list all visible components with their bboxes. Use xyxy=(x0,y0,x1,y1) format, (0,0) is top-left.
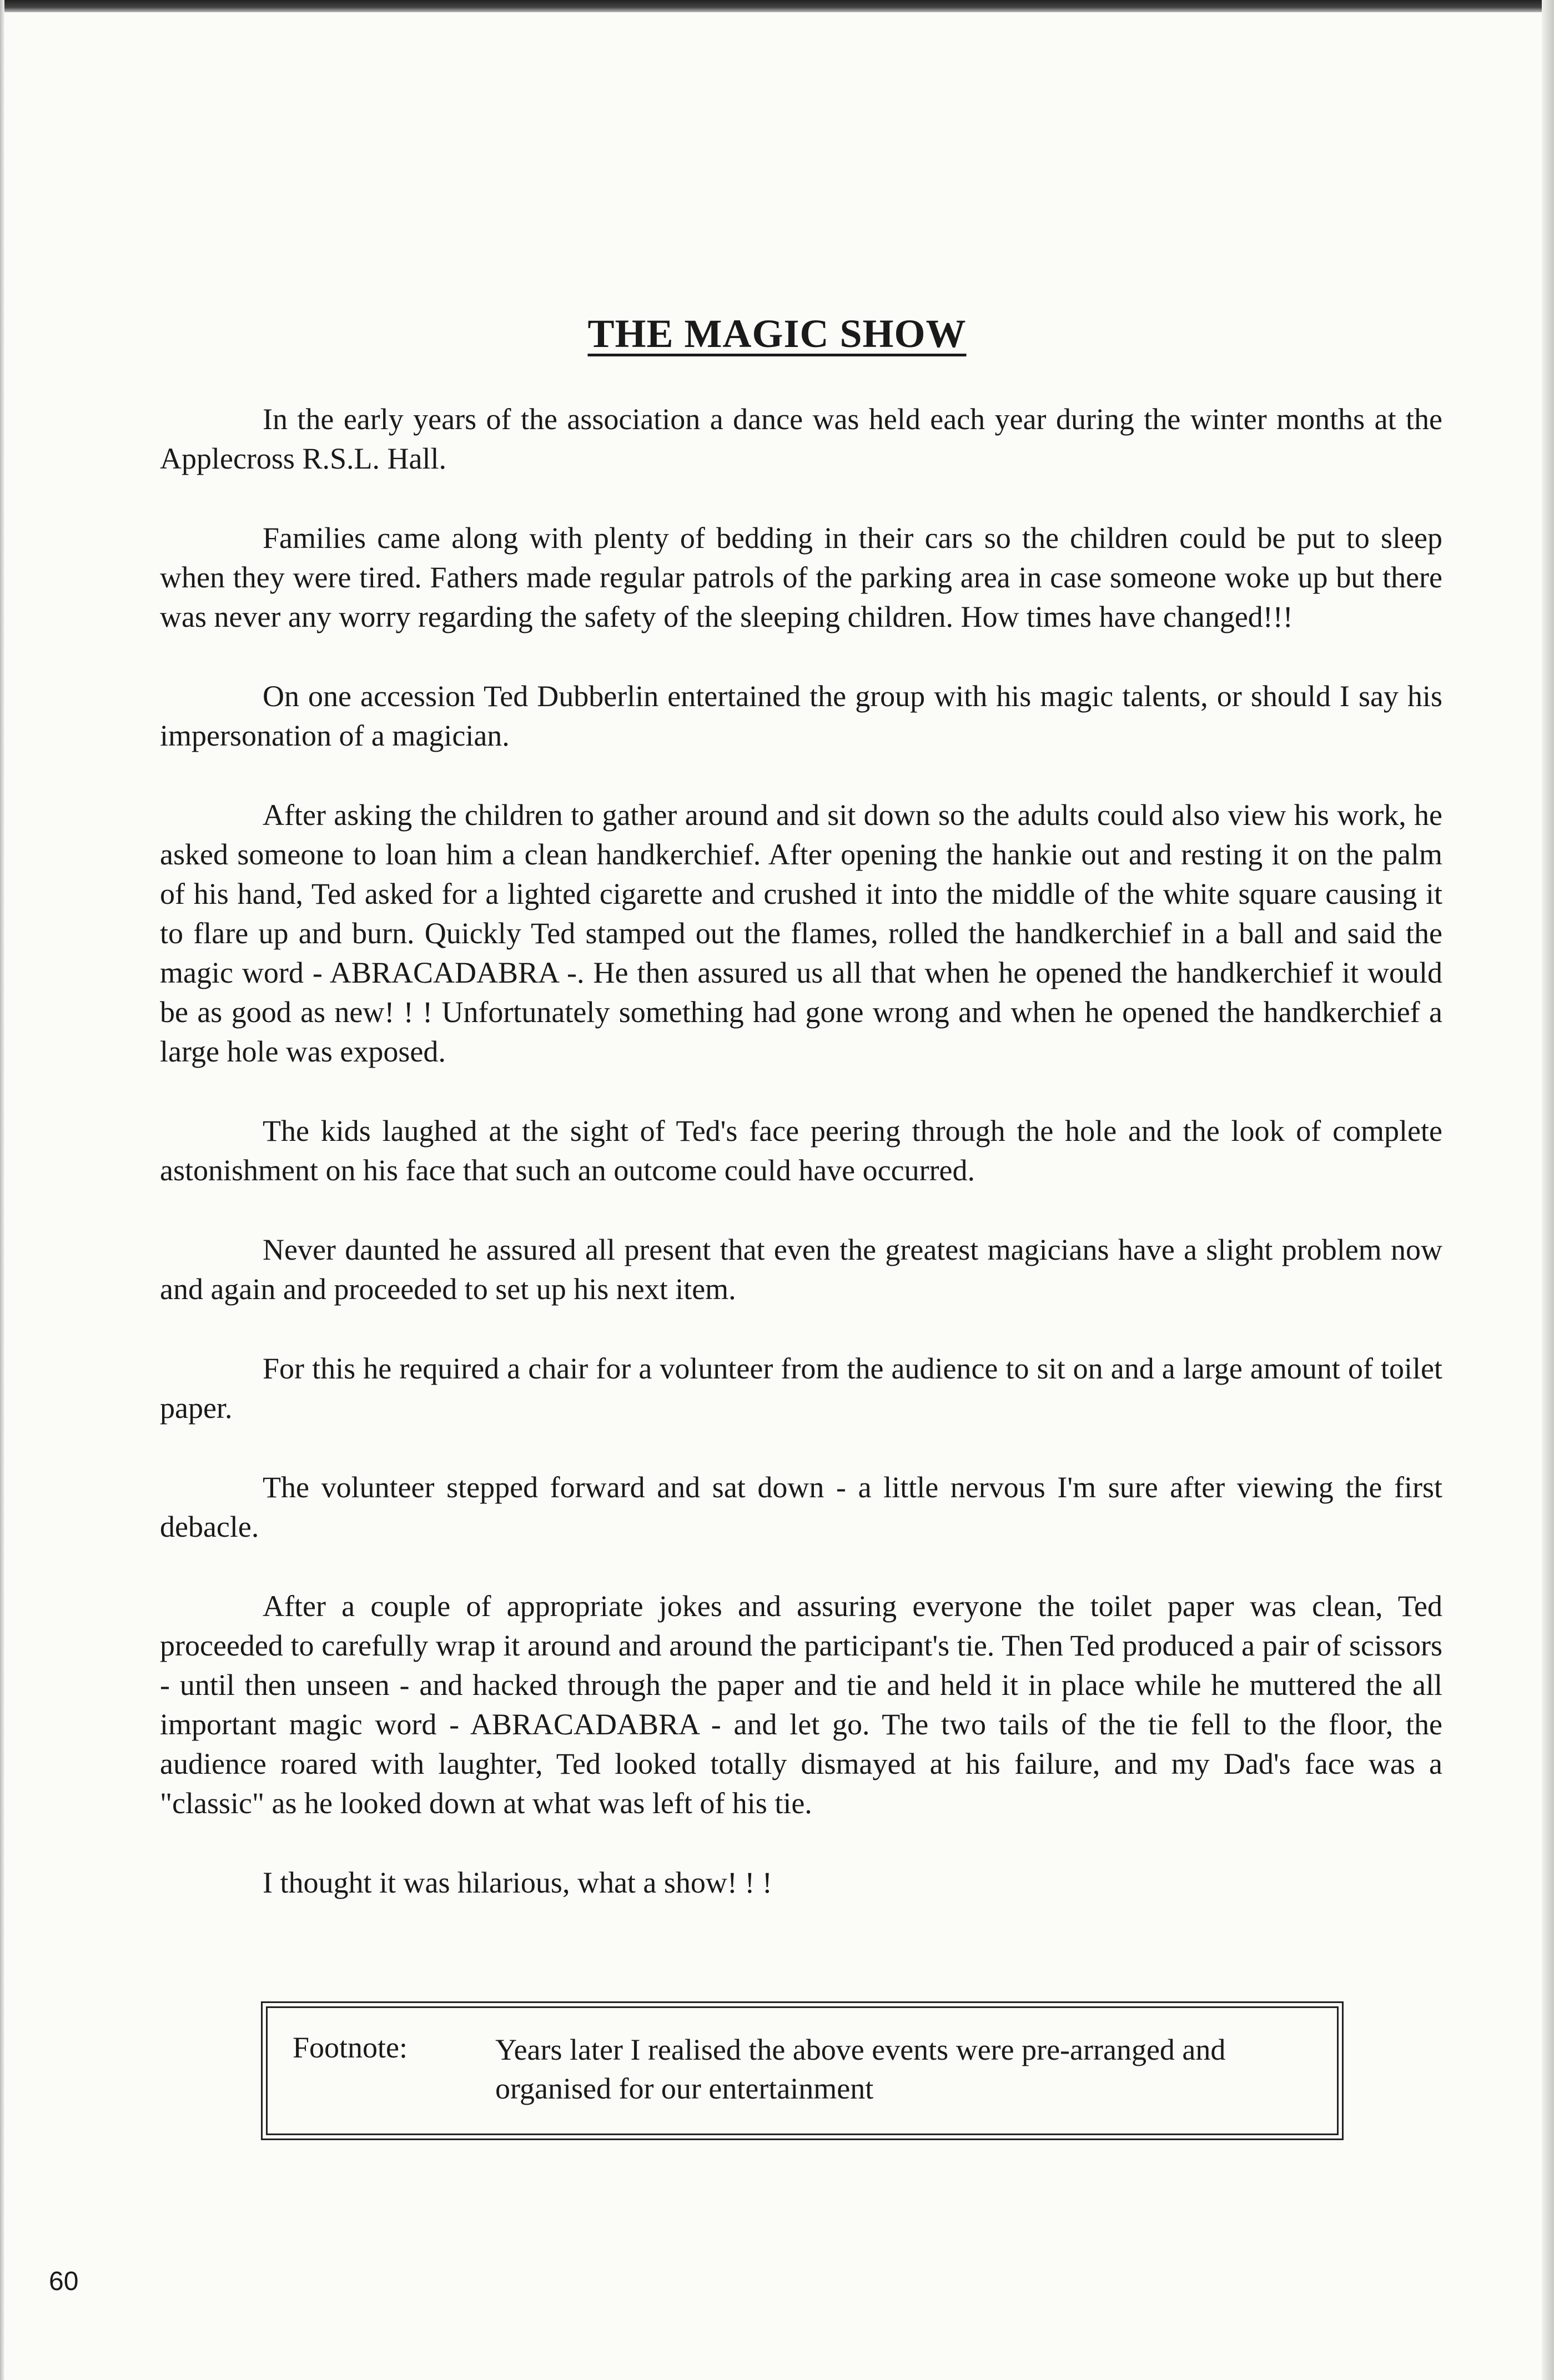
page-number: 60 xyxy=(49,2267,79,2296)
paragraph-1: In the early years of the association a dance was held each year during the winter months at the Applecross R.S.L. Hall. xyxy=(160,402,1442,475)
footnote-inner-border xyxy=(266,2006,1339,2135)
scan-left-edge xyxy=(0,0,4,2380)
page-title: THE MAGIC SHOW xyxy=(587,311,967,356)
paragraph-3: On one accession Ted Dubberlin entertained the group with his magic talents, or should I say his impersonation of a magician. xyxy=(160,680,1442,752)
scan-top-edge xyxy=(0,0,1554,12)
scan-right-edge xyxy=(1542,0,1554,2380)
footnote-box xyxy=(261,2001,1344,2140)
footnote-label: Footnote: xyxy=(293,2031,408,2064)
paragraph-4: After asking the children to gather around and sit down so the adults could also view his work, he asked someone to loan him a clean handkerchief. After opening the hankie out and resting it on the palm of his hand, Ted asked for a lighted cigarette and crushed it into the middle of the white square causing it to flare up and burn. Quickly Ted stamped out the flames, rolled the handkerchief in a ball and said the magic word - ABRACADABRA -. He then assured us all that when he opened the handkerchief it would be as good as new! ! ! Unfortunately something had gone wrong and when he opened the handkerchief a large hole was exposed. xyxy=(160,798,1442,1068)
paragraph-9: After a couple of appropriate jokes and assuring everyone the toilet paper was clean, Ted proceeded to carefully wrap it around and around the participant's tie. Then Ted produced a pair of scissors - until then unseen - and hacked through the paper and tie and held it in place while he muttered the all important magic word - ABRACADABRA - and let go. The two tails of the tie fell to the floor, the audience roared with laughter, Ted looked totally dismayed at his failure, and my Dad's face was a "classic" as he looked down at what was left of his tie. xyxy=(160,1589,1442,1820)
article-body xyxy=(160,400,1442,1943)
paragraph-8: The volunteer stepped forward and sat down - a little nervous I'm sure after viewing the first debacle. xyxy=(160,1471,1442,1543)
paragraph-2: Families came along with plenty of bedding in their cars so the children could be put to sleep when they were tired. Fathers made regular patrols of the parking area in case someone woke up but there was never any worry regarding the safety of the sleeping children. How times have changed!!! xyxy=(160,521,1442,633)
footnote-text: Years later I realised the above events were pre-arranged and organised for our entertainment xyxy=(495,2033,1226,2105)
paragraph-7: For this he required a chair for a volunteer from the audience to sit on and a large amount of toilet paper. xyxy=(160,1352,1442,1425)
paragraph-10: I thought it was hilarious, what a show! ! ! xyxy=(263,1866,772,1899)
paragraph-5: The kids laughed at the sight of Ted's face peering through the hole and the look of complete astonishment on his face that such an outcome could have occurred. xyxy=(160,1114,1442,1187)
paragraph-6: Never daunted he assured all present that even the greatest magicians have a slight problem now and again and proceeded to set up his next item. xyxy=(160,1233,1442,1306)
